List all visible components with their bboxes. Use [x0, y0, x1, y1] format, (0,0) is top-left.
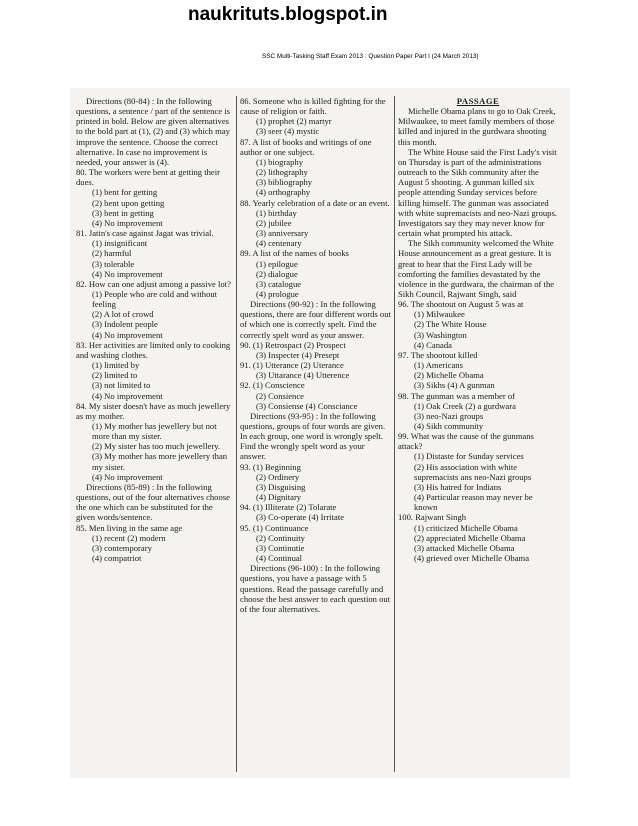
- answer-option: (1) Distaste for Sunday services: [414, 451, 524, 462]
- answer-option: (4) grieved over Michelle Obama: [414, 553, 530, 564]
- answer-option: (1) limited by: [92, 360, 140, 371]
- answer-option: (1) Oak Creek (2) a gurdwara: [414, 400, 516, 411]
- question-text: 80. The workers were bent at getting their dues.: [76, 167, 220, 188]
- answer-option: (1) My mother has jewellery but not more than my sister.: [92, 421, 217, 442]
- column-right: [398, 96, 558, 563]
- answer-option: (1) insignificant: [92, 238, 148, 249]
- answer-option: (3) seer (4) mystic: [256, 126, 320, 137]
- answer-option: (3) anniversary: [256, 228, 309, 239]
- answer-option: (3) bent in getting: [92, 207, 154, 218]
- question-text: 97. The shootout killed: [398, 349, 478, 360]
- answer-option: (1) bent for getting: [92, 187, 158, 198]
- answer-option: (3) Co-operate (4) Irritate: [256, 512, 345, 523]
- answer-option: (4) prologue: [256, 288, 299, 299]
- answer-option: (3) tolerable: [92, 258, 135, 269]
- answer-option: (2) Ordinery: [256, 471, 300, 482]
- exam-subtitle: SSC Multi-Tasking Staff Exam 2013 : Question Paper Part I (24 March 2013): [262, 53, 479, 60]
- answer-option: (3) bibliography: [256, 177, 313, 188]
- answer-option: (2) Continuity: [256, 532, 305, 543]
- answer-option: (1) prophet (2) martyr: [256, 116, 332, 127]
- answer-option: (2) My sister has too much jewellery.: [92, 441, 221, 452]
- passage-paragraph: Michelle Obama plans to go to Oak Creek, Milwaukee, to meet family members of those killed and injured in the gurdwara shooting this month.: [398, 106, 556, 147]
- column-middle: [240, 96, 392, 614]
- question-text: 99. What was the cause of the gunmans attack?: [398, 431, 534, 452]
- answer-option: (4) compatriot: [92, 553, 142, 564]
- question-text: 82. How can one adjust among a passive lot?: [76, 278, 231, 289]
- answer-option: (2) jubilee: [256, 217, 292, 228]
- answer-option: (2) A lot of crowd: [92, 309, 154, 320]
- question-text: 85. Men living in the same age: [76, 522, 183, 533]
- answer-option: (1) recent (2) modern: [92, 532, 166, 543]
- question-text: 95. (1) Continuance: [240, 522, 309, 533]
- answer-option: (3) Disguising: [256, 481, 306, 492]
- answer-option: (3) Sikhs (4) A gunman: [414, 380, 495, 391]
- answer-option: (4) Particular reason may never be known: [414, 492, 533, 513]
- answer-option: (1) Milwaukee: [414, 309, 465, 320]
- answer-option: (4) Sikh community: [414, 421, 484, 431]
- answer-option: (4) No improvement: [92, 268, 163, 279]
- answer-option: (4) Continual: [256, 553, 303, 564]
- question-text: 92. (1) Conscience: [240, 380, 305, 391]
- answer-option: (3) not limited to: [92, 380, 151, 391]
- directions-text: Directions (80-84) : In the following questions, a sentence / part of the sentence is printed in bold. Below are given alternatives to the bold part at (1), (2) and (3) which may improve the sentence. Choose the correct alternative. In case no improvement is needed, your answer is (4).: [76, 96, 230, 167]
- passage-paragraph: The Sikh community welcomed the White House announcement as a great gesture. It is great to hear that the First Lady will be comforting the families devastated by the violence in the gurdwara, the chairman of the Sikh Council, Rajwant Singh, said: [398, 238, 555, 299]
- answer-option: (2) Michelle Obama: [414, 370, 484, 381]
- directions-text: Directions (96-100) : In the following questions, you have a passage with 5 questions. Read the passage carefully and choose the best answer to each question out of the four alternatives.: [240, 563, 391, 614]
- question-text: 98. The gunman was a member of: [398, 390, 516, 401]
- answer-option: (1) birthday: [256, 207, 297, 218]
- answer-option: (3) neo-Nazi groups: [414, 410, 484, 421]
- answer-option: (3) attacked Michelle Obama: [414, 542, 515, 553]
- answer-option: (2) dialogue: [256, 268, 298, 279]
- answer-option: (3) Inspecter (4) Presept: [256, 349, 340, 360]
- answer-option: (1) People who are cold and without feeling: [92, 288, 218, 310]
- directions-text: Directions (85-89) : In the following questions, out of the four alternatives choose the one which can be substituted for the given words/sentence.: [76, 481, 230, 523]
- column-left: [76, 96, 233, 563]
- answer-option: (1) Americans: [414, 360, 463, 371]
- answer-option: (4) orthography: [256, 187, 311, 198]
- answer-option: (3) Indolent people: [92, 319, 158, 330]
- answer-option: (2) harmful: [92, 248, 132, 259]
- answer-option: (1) biography: [256, 156, 304, 167]
- answer-option: (1) criticized Michelle Obama: [414, 522, 518, 533]
- answer-option: (3) Continutie: [256, 542, 305, 553]
- answer-option: (4) centenary: [256, 238, 302, 249]
- answer-option: (4) No improvement: [92, 217, 163, 228]
- answer-option: (4) Dignitary: [256, 492, 302, 503]
- answer-option: (2) His association with white supremacists ans neo-Nazi groups: [414, 461, 532, 482]
- answer-option: (3) contemporary: [92, 542, 152, 553]
- site-title: naukrituts.blogspot.in: [188, 4, 388, 25]
- answer-option: (2) Consience: [256, 390, 304, 401]
- answer-option: (2) The White House: [414, 319, 487, 330]
- question-text: 81. Jatin's case against Jagat was trivial.: [76, 228, 214, 239]
- passage-paragraph: The White House said the First Lady's visit on Thursday is part of the administrations outreach to the Sikh community after the August 5 shooting. A gunman killed six people attending Sunday services before killing himself. The gunman was associated with white supremacists and neo-Nazi groups. Investigators say they may never know for certain what prompted his attack.: [398, 146, 557, 239]
- answer-option: (3) Washington: [414, 329, 467, 340]
- question-text: 87. A list of books and writings of one author or one subject.: [240, 136, 372, 157]
- question-text: 89. A list of the names of books: [240, 248, 349, 259]
- answer-option: (4) No improvement: [92, 471, 163, 482]
- answer-option: (3) My mother has more jewellery than my sister.: [92, 451, 228, 472]
- column-divider: [236, 96, 237, 772]
- directions-text: Directions (90-92) : In the following questions, there are four different words out of which one is correctly spelt. Find the correctly spelt word as your answer.: [240, 299, 391, 340]
- question-text: 88. Yearly celebration of a date or an event.: [240, 197, 390, 208]
- question-text: 100. Rajwant Singh: [398, 512, 467, 523]
- answer-option: (2) lithography: [256, 167, 308, 178]
- answer-option: (4) Canada: [414, 339, 452, 350]
- answer-option: (3) catalogue: [256, 278, 302, 289]
- answer-option: (3) His hatred for Indians: [414, 481, 502, 492]
- answer-option: (1) epilogue: [256, 258, 298, 269]
- directions-text: Directions (93-95) : In the following questions, groups of four words are given. In each group, one word is wrongly spelt. Find the wrongly spelt word as your answer.: [240, 410, 386, 462]
- answer-option: (2) limited to: [92, 370, 138, 381]
- answer-option: (4) No improvement: [92, 329, 163, 340]
- question-text: 93. (1) Beginning: [240, 461, 301, 472]
- passage-title: PASSAGE: [456, 96, 500, 106]
- question-text: 84. My sister doesn't have as much jewellery as my mother.: [76, 400, 231, 421]
- question-text: 94. (1) Illiterate (2) Tolarate: [240, 502, 337, 513]
- question-text: 90. (1) Retrospact (2) Prospect: [240, 339, 346, 350]
- question-text: 83. Her activities are limited only to cooking and washing clothes.: [76, 339, 231, 360]
- answer-option: (2) appreciated Michelle Obama: [414, 532, 526, 543]
- column-divider: [394, 96, 395, 772]
- answer-option: (3) Uttarance (4) Utterence: [256, 370, 350, 381]
- question-text: 96. The shootout on August 5 was at: [398, 299, 524, 310]
- question-text: 91. (1) Utterance (2) Uterance: [240, 360, 344, 371]
- question-text: 86. Someone who is killed fighting for the cause of religion or faith.: [240, 96, 386, 117]
- answer-option: (3) Consiense (4) Consciance: [256, 400, 358, 411]
- answer-option: (4) No improvement: [92, 390, 163, 401]
- answer-option: (2) bent upon getting: [92, 197, 165, 208]
